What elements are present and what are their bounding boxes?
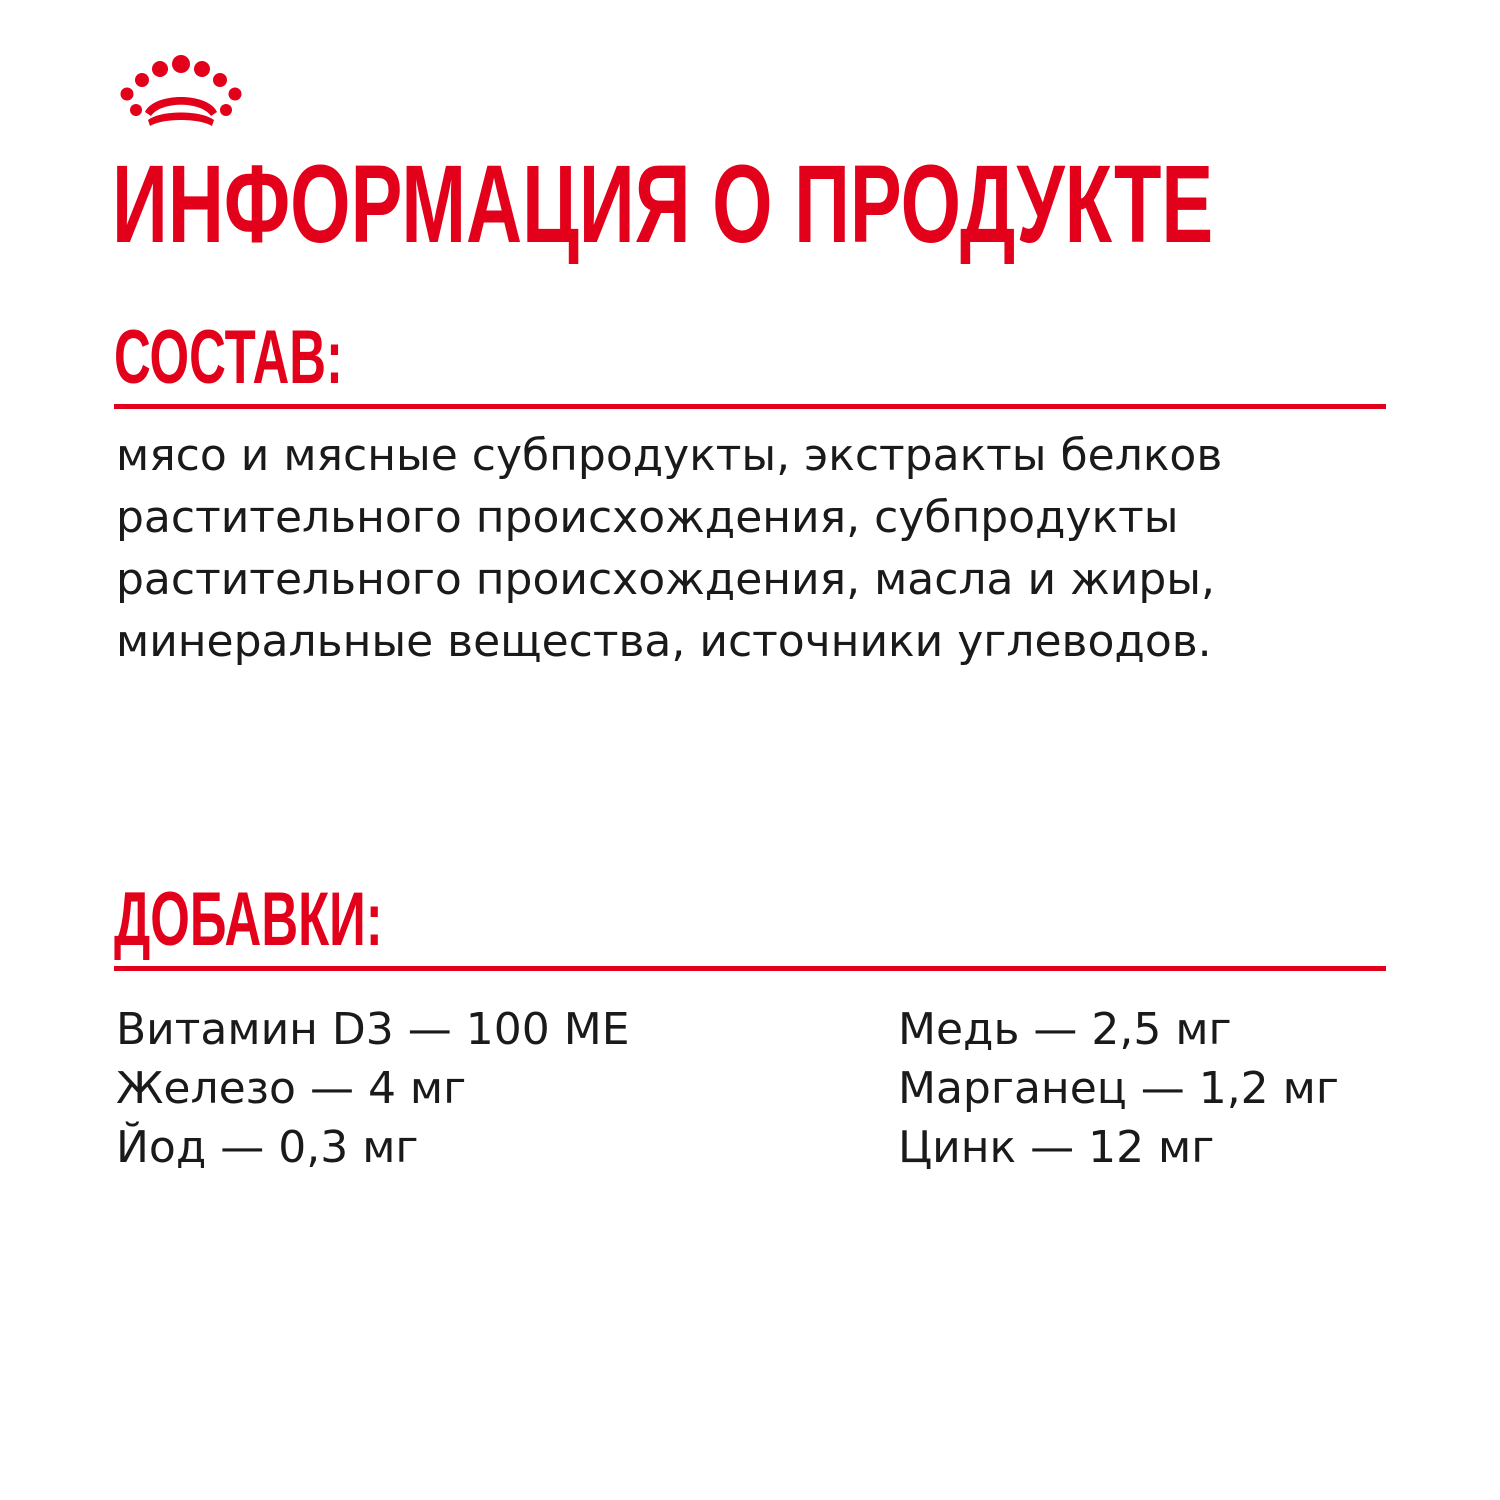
- additive-item-iodine: Йод — 0,3 мг: [116, 1122, 419, 1173]
- additives-heading: ДОБАВКИ:: [114, 877, 383, 962]
- royal-crown-logo-icon: [116, 52, 246, 128]
- additives-divider: [114, 966, 1386, 971]
- additive-item-zinc: Цинк — 12 мг: [898, 1122, 1215, 1173]
- composition-heading: СОСТАВ:: [114, 315, 344, 400]
- additive-item-manganese: Марганец — 1,2 мг: [898, 1063, 1339, 1114]
- additives-list-right: [898, 1000, 1339, 1177]
- page-title: ИНФОРМАЦИЯ О ПРОДУКТЕ: [112, 143, 1214, 266]
- additive-item-copper: Медь — 2,5 мг: [898, 1004, 1232, 1055]
- composition-divider: [114, 404, 1386, 409]
- additive-item-iron: Железо — 4 мг: [116, 1063, 467, 1114]
- additives-list-left: [116, 1000, 630, 1177]
- additive-item-vitamin-d3: Витамин D3 — 100 МЕ: [116, 1004, 630, 1055]
- composition-text: мясо и мясные субпродукты, экстракты белков растительного происхождения, субпродукты растительного происхождения, масла и жиры, минеральные вещества, источники углеводов.: [116, 430, 1223, 667]
